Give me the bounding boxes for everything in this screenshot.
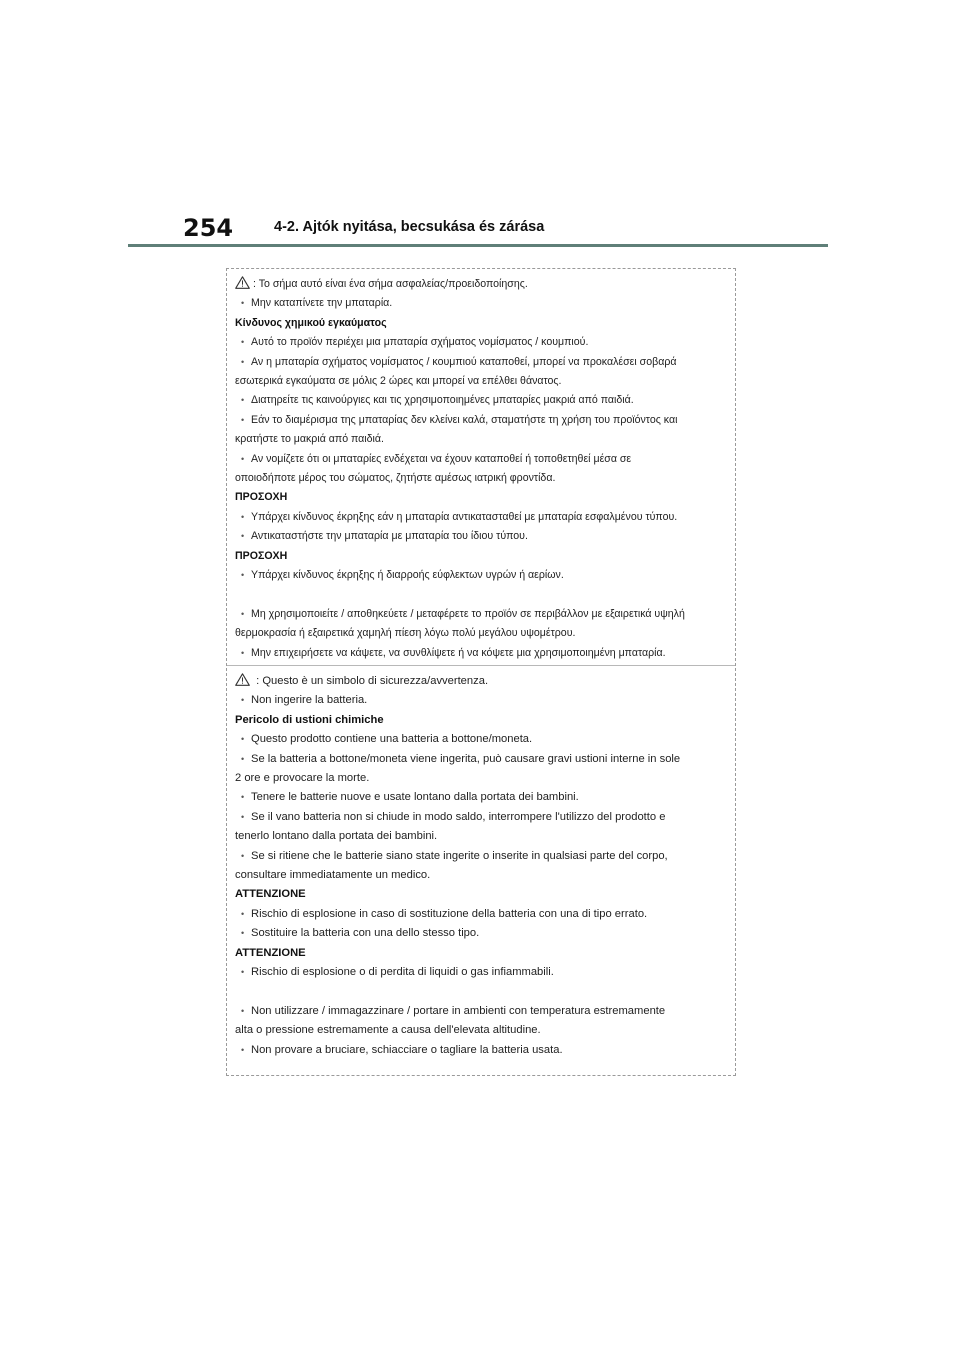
line-text: Sostituire la batteria con una dello stesso tipo. (251, 927, 480, 940)
bullet-item (241, 750, 680, 769)
continuation-line (235, 769, 369, 788)
line-text: Αυτό το προϊόν περιέχει μια μπαταρία σχήματος νομίσματος / κουμπιού. (251, 336, 589, 349)
bullet-mark: • (241, 531, 245, 542)
line-text: Non ingerire la batteria. (251, 694, 368, 707)
bullet-item (241, 730, 532, 749)
bullet-mark: • (241, 570, 245, 580)
continuation-line (235, 624, 575, 643)
line-text: ΠΡΟΣΟΧΗ (235, 491, 288, 504)
continuation-line (235, 866, 430, 885)
bullet-item (241, 847, 668, 866)
line-text: tenerlo lontano dalla portata dei bambini. (235, 830, 438, 843)
page-number: 254 (183, 214, 234, 242)
bullet-item (241, 508, 677, 527)
bullet-item (241, 450, 631, 469)
bullet-mark: • (241, 395, 245, 406)
line-text: Υπάρχει κίνδυνος έκρηξης εάν η μπαταρία αντικατασταθεί με μπαταρία εσφαλμένου τύπου. (251, 510, 678, 523)
bullet-item (241, 411, 677, 430)
bullet-mark: • (241, 753, 245, 764)
line-text: Υπάρχει κίνδυνος έκρηξης ή διαρροής εύφλεκτων υγρών ή αερίων. (251, 569, 564, 581)
continuation-line (235, 827, 437, 846)
line-text: Αντικαταστήστε την μπαταρία με μπαταρία του ίδιου τύπου. (251, 530, 528, 543)
line-text: ΠΡΟΣΟΧΗ (235, 549, 288, 562)
line-text: εσωτερικά εγκαύματα σε μόλις 2 ώρες και μπορεί να επέλθει θάνατος. (235, 375, 562, 387)
bullet-mark: • (241, 356, 245, 367)
line-text: Κίνδυνος χημικού εγκαύματος (235, 316, 387, 329)
warning-heading (235, 314, 387, 333)
line-text: : Το σήμα αυτό είναι ένα σήμα ασφαλείας/προειδοποίησης. (253, 278, 528, 290)
bullet-item (241, 1002, 665, 1021)
header-rule (128, 244, 828, 247)
warning-heading (235, 944, 306, 963)
line-text: θερμοκρασία ή εξαιρετικά χαμηλή πίεση λόγω πολύ μεγάλου υψομέτρου. (235, 627, 576, 640)
bullet-mark: • (241, 850, 245, 861)
line-text: Se si ritiene che le batterie siano state ingerite o inserite in qualsiasi parte del corpo, (251, 849, 668, 862)
line-text: Se il vano batteria non si chiude in modo saldo, interrompere l'utilizzo del prodotto e (251, 810, 666, 823)
line-text: alta o pressione estremamente a causa dell'elevata altitudine. (235, 1024, 541, 1037)
language-separator (227, 665, 735, 666)
line-text: Αν η μπαταρία σχήματος νομίσματος / κουμπιού καταποθεί, μπορεί να προκαλέσει σοβαρά (251, 355, 677, 368)
warning-triangle-icon (235, 673, 250, 693)
bullet-mark: • (241, 695, 245, 706)
warning-heading (235, 547, 287, 566)
battery-warning-notice (226, 268, 736, 1076)
bullet-mark: • (241, 647, 245, 658)
warning-heading (235, 885, 306, 904)
bullet-mark: • (241, 811, 245, 822)
bullet-item (241, 391, 634, 410)
line-text: Non provare a bruciare, schiacciare o tagliare la batteria usata. (251, 1043, 563, 1056)
bullet-mark: • (241, 608, 245, 619)
bullet-item (241, 644, 666, 663)
line-text: ATTENZIONE (235, 888, 306, 901)
bullet-item (241, 566, 564, 585)
bullet-item (241, 605, 685, 624)
warning-heading (235, 488, 287, 507)
line-text: Se la batteria a bottone/moneta viene ingerita, può causare gravi ustioni interne in sole (251, 752, 681, 765)
line-text: Μην επιχειρήσετε να κάψετε, να συνθλίψετε ή να κόψετε μια χρησιμοποιημένη μπαταρία. (251, 646, 666, 659)
line-text: Αν νομίζετε ότι οι μπαταρίες ενδέχεται να έχουν καταποθεί ή τοποθετηθεί μέσα σε (251, 452, 632, 465)
symbol-explanation (235, 672, 488, 691)
bullet-mark: • (241, 1005, 245, 1016)
line-text: Rischio di esplosione o di perdita di liquidi o gas infiammabili. (251, 966, 554, 978)
line-text: Rischio di esplosione in caso di sostituzione della batteria con una di tipo errato. (251, 907, 648, 920)
bullet-mark: • (241, 792, 245, 803)
warning-triangle-icon (235, 276, 250, 296)
bullet-item (241, 527, 528, 546)
line-text: Questo prodotto contiene una batteria a bottone/moneta. (251, 733, 533, 746)
continuation-line (235, 1021, 541, 1040)
bullet-mark: • (241, 337, 245, 348)
line-text: Μη χρησιμοποιείτε / αποθηκεύετε / μεταφέρετε το προϊόν σε περιβάλλον με εξαιρετικά υψηλή (251, 607, 685, 620)
line-text: κρατήστε το μακριά από παιδιά. (235, 433, 384, 446)
line-text: ATTENZIONE (235, 946, 306, 959)
bullet-item (241, 924, 479, 943)
line-text: 2 ore e provocare la morte. (235, 772, 370, 784)
bullet-item (241, 905, 647, 924)
bullet-item (241, 691, 367, 710)
bullet-mark: • (241, 928, 245, 939)
bullet-mark: • (241, 734, 245, 745)
line-text: Μην καταπίνετε την μπαταρία. (251, 297, 393, 310)
line-text: Non utilizzare / immagazzinare / portare in ambienti con temperatura estremamente (251, 1004, 666, 1017)
bullet-item (241, 808, 665, 827)
bullet-item (241, 353, 676, 372)
bullet-item (241, 963, 554, 982)
bullet-mark: • (241, 453, 245, 464)
bullet-mark: • (241, 298, 245, 309)
continuation-line (235, 372, 561, 391)
line-text: : Questo è un simbolo di sicurezza/avvertenza. (253, 675, 489, 687)
continuation-line (235, 430, 384, 449)
symbol-explanation (235, 275, 528, 294)
warning-heading (235, 711, 384, 730)
line-text: Tenere le batterie nuove e usate lontano dalla portata dei bambini. (251, 791, 579, 804)
bullet-item (241, 1041, 563, 1060)
line-text: Διατηρείτε τις καινούργιες και τις χρησιμοποιημένες μπαταρίες μακριά από παιδιά. (251, 394, 634, 407)
bullet-mark: • (241, 414, 245, 425)
bullet-item (241, 294, 392, 313)
line-text: consultare immediatamente un medico. (235, 869, 431, 881)
line-text: Εάν το διαμέρισμα της μπαταρίας δεν κλείνει καλά, σταματήστε τη χρήση του προϊόντος και (251, 413, 678, 426)
bullet-mark: • (241, 1044, 245, 1055)
continuation-line (235, 469, 555, 488)
line-text: Pericolo di ustioni chimiche (235, 713, 384, 726)
bullet-mark: • (241, 908, 245, 919)
section-title: 4-2. Ajtók nyitása, becsukása és zárása (274, 219, 545, 235)
bullet-mark: • (241, 511, 245, 522)
bullet-mark: • (241, 967, 245, 977)
page-header (128, 214, 828, 248)
line-text: οποιοδήποτε μέρος του σώματος, ζητήστε αμέσως ιατρική φροντίδα. (235, 472, 556, 484)
bullet-item (241, 333, 588, 352)
bullet-item (241, 788, 579, 807)
